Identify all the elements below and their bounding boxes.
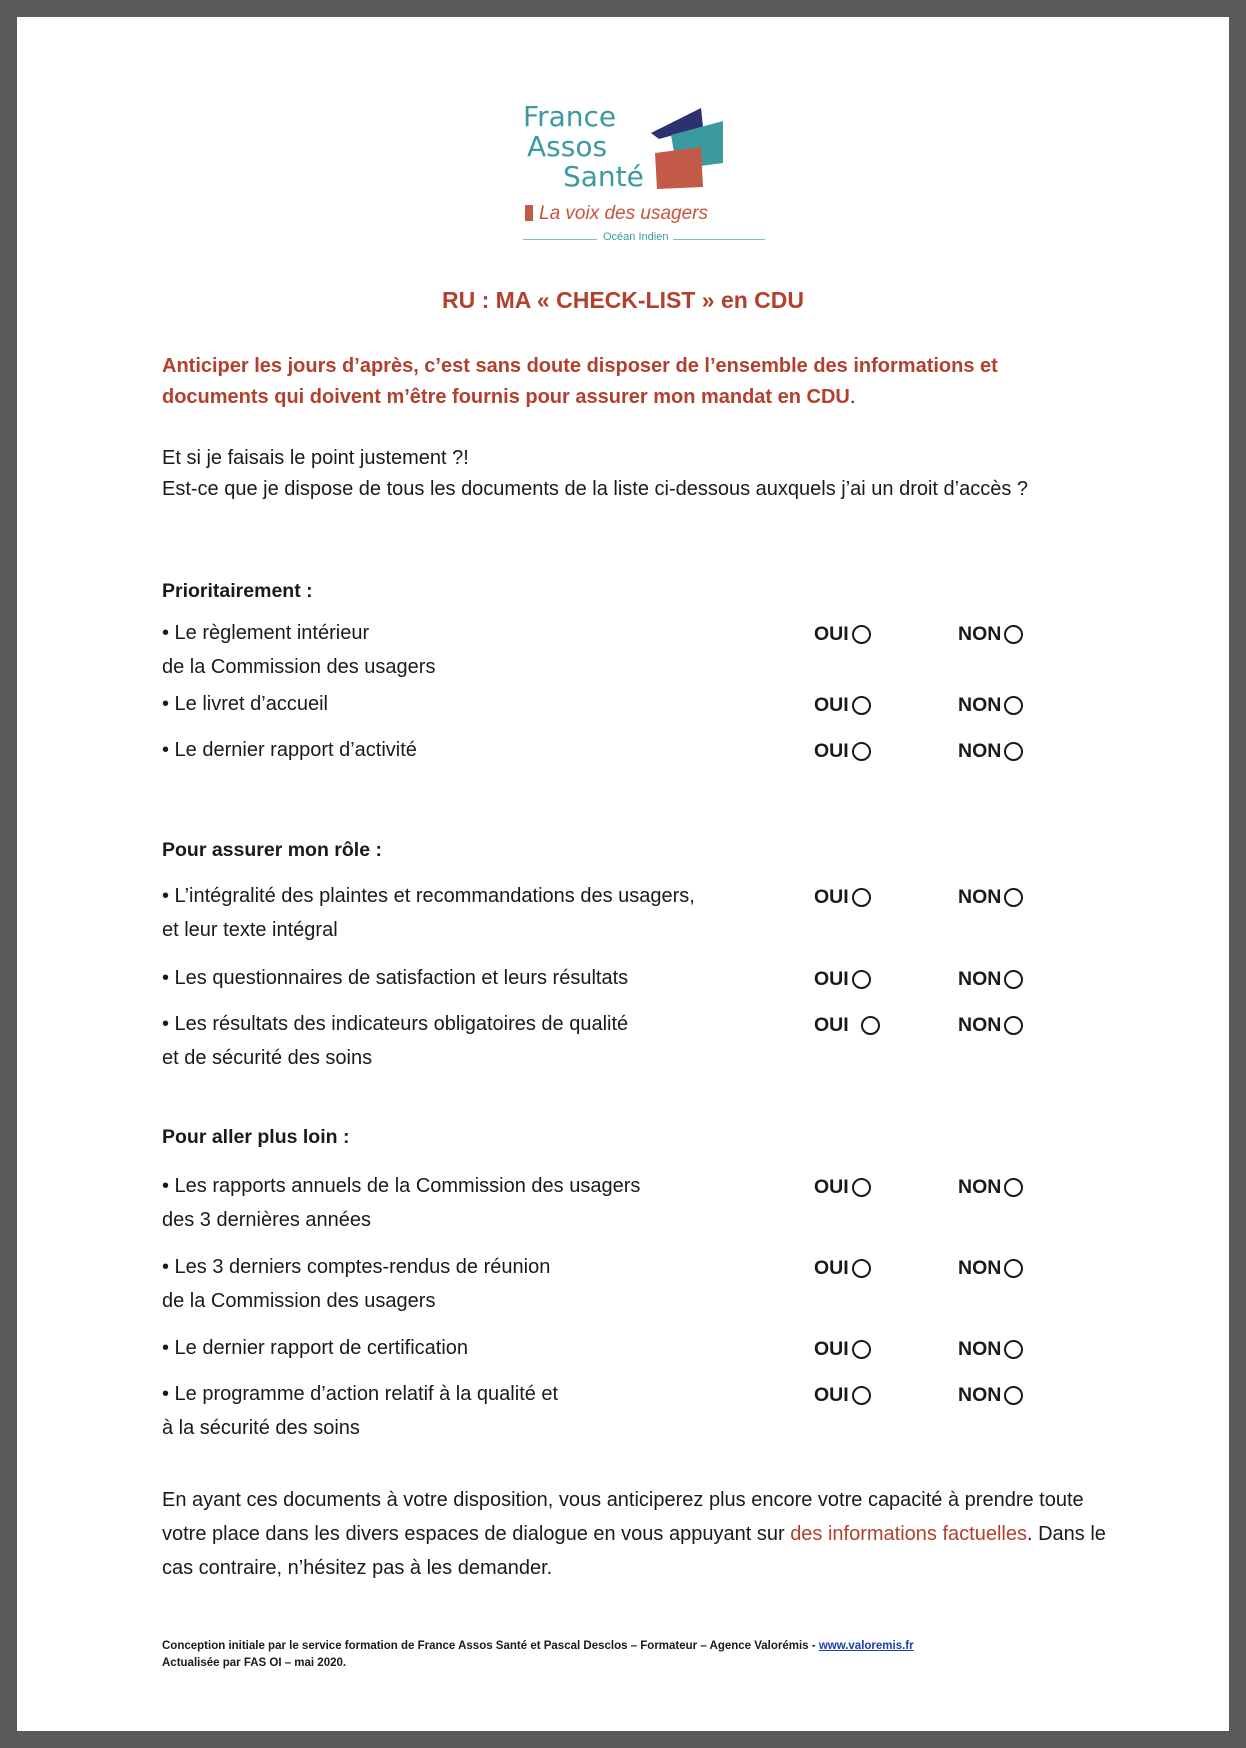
checklist-item — [162, 1169, 802, 1237]
footer-line-2: Actualisée par FAS OI – mai 2020. — [162, 1657, 347, 1669]
yes-option[interactable] — [814, 886, 871, 909]
no-label: NON — [958, 1014, 1002, 1036]
no-label: NON — [958, 1338, 1002, 1360]
checklist-item — [162, 687, 802, 721]
yes-radio[interactable] — [852, 625, 871, 644]
yes-option[interactable] — [814, 968, 871, 991]
no-label: NON — [958, 968, 1002, 990]
yes-radio[interactable] — [852, 970, 871, 989]
yes-option[interactable] — [814, 1338, 871, 1361]
no-option[interactable] — [958, 886, 1023, 909]
no-label: NON — [958, 1176, 1002, 1198]
checklist-item — [162, 1007, 802, 1075]
checklist-item — [162, 733, 802, 767]
checklist-item — [162, 1377, 802, 1445]
yes-label: OUI — [814, 1257, 849, 1279]
checklist-item — [162, 1331, 802, 1365]
item-line-1: • Le dernier rapport d’activité — [162, 739, 417, 761]
item-line-2: de la Commission des usagers — [162, 656, 436, 678]
page-title: RU : MA « CHECK-LIST » en CDU — [441, 287, 805, 313]
intro-end: . — [849, 386, 856, 408]
footer-line-1 — [162, 1638, 1102, 1655]
yes-radio[interactable] — [852, 1386, 871, 1405]
yes-label: OUI — [814, 740, 849, 762]
item-line-1: • Les 3 derniers comptes-rendus de réunion — [162, 1256, 551, 1278]
no-option[interactable] — [958, 1257, 1023, 1280]
yes-label: OUI — [814, 1014, 849, 1036]
logo-word-2: Assos — [527, 130, 608, 163]
yes-label: OUI — [814, 1338, 849, 1360]
no-radio[interactable] — [1004, 696, 1023, 715]
no-radio[interactable] — [1004, 625, 1023, 644]
item-line-1: • Le règlement intérieur — [162, 622, 370, 644]
item-line-1: • Le livret d’accueil — [162, 693, 328, 715]
yes-label: OUI — [814, 968, 849, 990]
no-label: NON — [958, 886, 1002, 908]
yes-label: OUI — [814, 1176, 849, 1198]
valoremis-link[interactable]: www.valoremis.fr — [818, 1640, 914, 1652]
logo-tagline: La voix des usagers — [539, 203, 708, 224]
no-radio[interactable] — [1004, 1386, 1023, 1405]
intro-paragraph — [162, 351, 1102, 413]
no-option[interactable] — [958, 623, 1023, 646]
yes-option[interactable] — [814, 623, 871, 646]
no-radio[interactable] — [1004, 1016, 1023, 1035]
closing-text-1: En ayant ces documents à votre disposition, vous anticiperez plus encore votre capacité à prendre toute votre place dans les divers espaces de dialogue en vous appuyant sur — [162, 1489, 1084, 1545]
logo-word-3: Santé — [563, 160, 644, 193]
footer-credits — [162, 1638, 1102, 1672]
no-label: NON — [958, 740, 1002, 762]
logo-ribbons-icon — [641, 103, 725, 193]
yes-radio[interactable] — [852, 742, 871, 761]
item-line-2: des 3 dernières années — [162, 1209, 372, 1231]
no-option[interactable] — [958, 1338, 1023, 1361]
no-label: NON — [958, 694, 1002, 716]
no-option[interactable] — [958, 740, 1023, 763]
logo-rule-right — [673, 239, 765, 240]
section-heading: Pour assurer mon rôle : — [162, 839, 382, 861]
yes-option[interactable] — [814, 1257, 871, 1280]
intro-text: Anticiper les jours d’après, c’est sans doute disposer de l’ensemble des informations et documents qui doivent m’être fournis pour assurer mon mandat en CDU — [162, 355, 998, 408]
yes-label: OUI — [814, 694, 849, 716]
yes-option[interactable] — [814, 1384, 871, 1407]
logo-region: Océan Indien — [603, 231, 669, 243]
footer-credit-text: Conception initiale par le service formation de France Assos Santé et Pascal Desclos – Formateur – Agence Valorémis - — [162, 1640, 819, 1652]
item-line-2: et leur texte intégral — [162, 919, 338, 941]
item-line-1: • L’intégralité des plaintes et recommandations des usagers, — [162, 885, 695, 907]
yes-option[interactable] — [814, 1014, 880, 1037]
document-page — [17, 17, 1229, 1731]
yes-label: OUI — [814, 1384, 849, 1406]
item-line-2: et de sécurité des soins — [162, 1047, 373, 1069]
closing-highlight: des informations factuelles — [790, 1523, 1027, 1545]
item-line-2: de la Commission des usagers — [162, 1290, 436, 1312]
no-label: NON — [958, 1257, 1002, 1279]
no-option[interactable] — [958, 968, 1023, 991]
logo-mark — [525, 205, 533, 221]
checklist-item — [162, 879, 802, 947]
yes-radio[interactable] — [852, 1340, 871, 1359]
yes-radio[interactable] — [852, 1178, 871, 1197]
item-line-1: • Le programme d’action relatif à la qualité et — [162, 1383, 559, 1405]
yes-option[interactable] — [814, 1176, 871, 1199]
yes-radio[interactable] — [852, 888, 871, 907]
no-radio[interactable] — [1004, 888, 1023, 907]
item-line-1: • Les rapports annuels de la Commission des usagers — [162, 1175, 641, 1197]
checklist-item — [162, 616, 802, 684]
logo-word-1: France — [523, 100, 617, 133]
no-radio[interactable] — [1004, 1259, 1023, 1278]
section-heading: Pour aller plus loin : — [162, 1126, 350, 1148]
closing-paragraph — [162, 1483, 1112, 1585]
checklist-item — [162, 961, 802, 995]
question-paragraph — [162, 443, 1102, 505]
yes-radio[interactable] — [852, 696, 871, 715]
no-radio[interactable] — [1004, 970, 1023, 989]
no-option[interactable] — [958, 694, 1023, 717]
section-heading: Prioritairement : — [162, 580, 313, 602]
item-line-1: • Les questionnaires de satisfaction et leurs résultats — [162, 967, 629, 989]
checklist-item — [162, 1250, 802, 1318]
yes-radio[interactable] — [861, 1016, 880, 1035]
no-label: NON — [958, 1384, 1002, 1406]
no-option[interactable] — [958, 1014, 1023, 1037]
no-option[interactable] — [958, 1176, 1023, 1199]
france-assos-sante-logo — [523, 93, 783, 253]
yes-label: OUI — [814, 623, 849, 645]
closing-text-2: . Dans le cas contraire, n’hésitez pas à les demander. — [162, 1523, 1106, 1579]
item-line-1: • Les résultats des indicateurs obligatoires de qualité — [162, 1013, 629, 1035]
question-line-1: Et si je faisais le point justement ?! — [162, 447, 469, 469]
yes-option[interactable] — [814, 740, 871, 763]
logo-rule-left — [523, 239, 597, 240]
no-radio[interactable] — [1004, 1340, 1023, 1359]
item-line-1: • Le dernier rapport de certification — [162, 1337, 469, 1359]
no-radio[interactable] — [1004, 1178, 1023, 1197]
question-line-2: Est-ce que je dispose de tous les documents de la liste ci-dessous auxquels j’ai un droit d’accès ? — [162, 478, 1029, 500]
no-option[interactable] — [958, 1384, 1023, 1407]
yes-radio[interactable] — [852, 1259, 871, 1278]
no-label: NON — [958, 623, 1002, 645]
no-radio[interactable] — [1004, 742, 1023, 761]
yes-label: OUI — [814, 886, 849, 908]
yes-option[interactable] — [814, 694, 871, 717]
item-line-2: à la sécurité des soins — [162, 1417, 360, 1439]
